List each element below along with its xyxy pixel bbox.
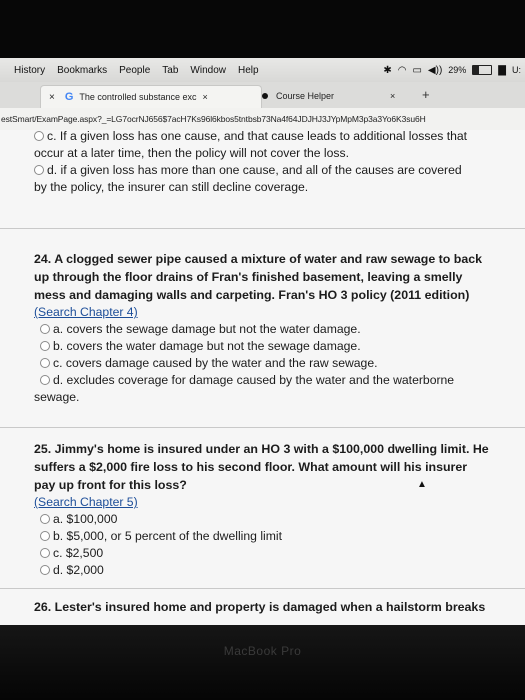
answer-option-b[interactable]: b. covers the water damage but not the sewage damage. [34, 338, 504, 355]
screen-bezel-top [0, 0, 525, 58]
answer-option-b[interactable]: b. $5,000, or 5 percent of the dwelling limit [34, 528, 504, 545]
bluetooth-icon[interactable]: ✱ [383, 64, 392, 76]
radio-button[interactable] [40, 514, 50, 524]
question-divider [0, 588, 525, 589]
answer-option[interactable]: c. If a given loss has one cause, and that cause leads to additional losses that [34, 130, 504, 145]
exam-page [0, 130, 525, 625]
airplay-icon[interactable]: ▭ [412, 64, 422, 76]
option-text: by the policy, the insurer can still decline coverage. [34, 180, 309, 194]
radio-button[interactable] [34, 165, 44, 175]
option-text: sewage. [34, 390, 80, 404]
answer-option-a[interactable]: a. $100,000 [34, 511, 504, 528]
tab-close-icon[interactable]: × [202, 92, 208, 102]
answer-option-d[interactable]: d. $2,000 [34, 562, 504, 579]
menu-window[interactable]: Window [190, 64, 226, 76]
address-bar[interactable] [0, 108, 525, 131]
question-stem [34, 440, 504, 494]
status-area [383, 58, 521, 82]
option-text: occur at a later time, then the policy will not cover the loss. [34, 146, 349, 160]
google-icon: G [64, 91, 74, 103]
course-helper-icon [262, 93, 268, 99]
tab-controlled-substance[interactable] [40, 85, 262, 108]
answer-option-c[interactable]: c. $2,500 [34, 545, 504, 562]
answer-option-c[interactable]: c. covers damage caused by the water and the raw sewage. [34, 355, 504, 372]
radio-button[interactable] [40, 358, 50, 368]
search-chapter-link[interactable]: (Search Chapter 4) [34, 305, 138, 319]
volume-icon[interactable]: ◀)) [427, 64, 443, 76]
url-text: estSmart/ExamPage.aspx?_=LG7ocrNJ656$7acH7Ks96l6kbos5tntbsb73Na4f64JDJHJ3JYpMpM3p3a3Yo6K3su6H [1, 114, 426, 124]
menu-help[interactable]: Help [237, 64, 259, 76]
menu-tab[interactable]: Tab [162, 64, 179, 76]
question-divider [0, 427, 525, 428]
radio-button[interactable] [40, 375, 50, 385]
radio-button[interactable] [34, 131, 44, 141]
radio-button[interactable] [40, 341, 50, 351]
stem-line: up through the floor drains of Fran's finished basement, leaving a smelly [34, 270, 463, 284]
mouse-cursor-icon: ▲ [417, 479, 427, 490]
wifi-icon[interactable]: ◠ [397, 64, 407, 76]
new-tab-button[interactable]: + [422, 87, 430, 102]
question-divider [0, 228, 525, 229]
tab-close-icon[interactable]: × [49, 91, 55, 103]
battery-icon[interactable] [472, 65, 492, 75]
tab-title: The controlled substance exc [79, 92, 197, 102]
stem-line: 25. Jimmy's home is insured under an HO 3 with a $100,000 dwelling limit. He [34, 442, 489, 456]
search-chapter-link[interactable]: (Search Chapter 5) [34, 495, 138, 509]
answer-option-d[interactable]: d. excludes coverage for damage caused by the water and the waterborne [34, 372, 504, 389]
question-26 [34, 598, 504, 616]
brand-label: MacBook Pro [223, 644, 302, 658]
stem-line: pay up front for this loss? [34, 478, 187, 492]
stem-line: suffers a $2,000 fire loss to his second floor. What amount will his insurer [34, 460, 468, 474]
question-stem [34, 250, 504, 304]
tab-strip [0, 82, 525, 109]
tab-title: Course Helper [276, 91, 335, 101]
radio-button[interactable] [40, 324, 50, 334]
radio-button[interactable] [40, 548, 50, 558]
screen-bezel-bottom [0, 625, 525, 700]
answer-option[interactable]: d. if a given loss has more than one cause, and all of the causes are covered [34, 162, 504, 179]
question-24 [34, 250, 504, 406]
menu-bar [0, 58, 525, 82]
input-source-icon[interactable]: ▇ [498, 64, 506, 76]
menu-people[interactable]: People [119, 64, 151, 76]
battery-percent: 29% [448, 65, 467, 75]
menu-history[interactable]: History [14, 64, 46, 76]
answer-option-a[interactable]: a. covers the sewage damage but not the water damage. [34, 321, 504, 338]
question-stem: 26. Lester's insured home and property is damaged when a hailstorm breaks [34, 600, 486, 614]
tab-close-icon[interactable]: × [390, 91, 396, 101]
question-25 [34, 440, 504, 579]
menu-bookmarks[interactable]: Bookmarks [57, 64, 108, 76]
user-menu[interactable]: U: [512, 65, 521, 75]
stem-line: 24. A clogged sewer pipe caused a mixture of water and raw sewage to back [34, 252, 483, 266]
radio-button[interactable] [40, 531, 50, 541]
question-23-options [34, 130, 504, 196]
radio-button[interactable] [40, 565, 50, 575]
stem-line: mess and damaging walls and carpeting. Fran's HO 3 policy (2011 edition) [34, 288, 470, 302]
tab-course-helper[interactable] [262, 85, 412, 107]
